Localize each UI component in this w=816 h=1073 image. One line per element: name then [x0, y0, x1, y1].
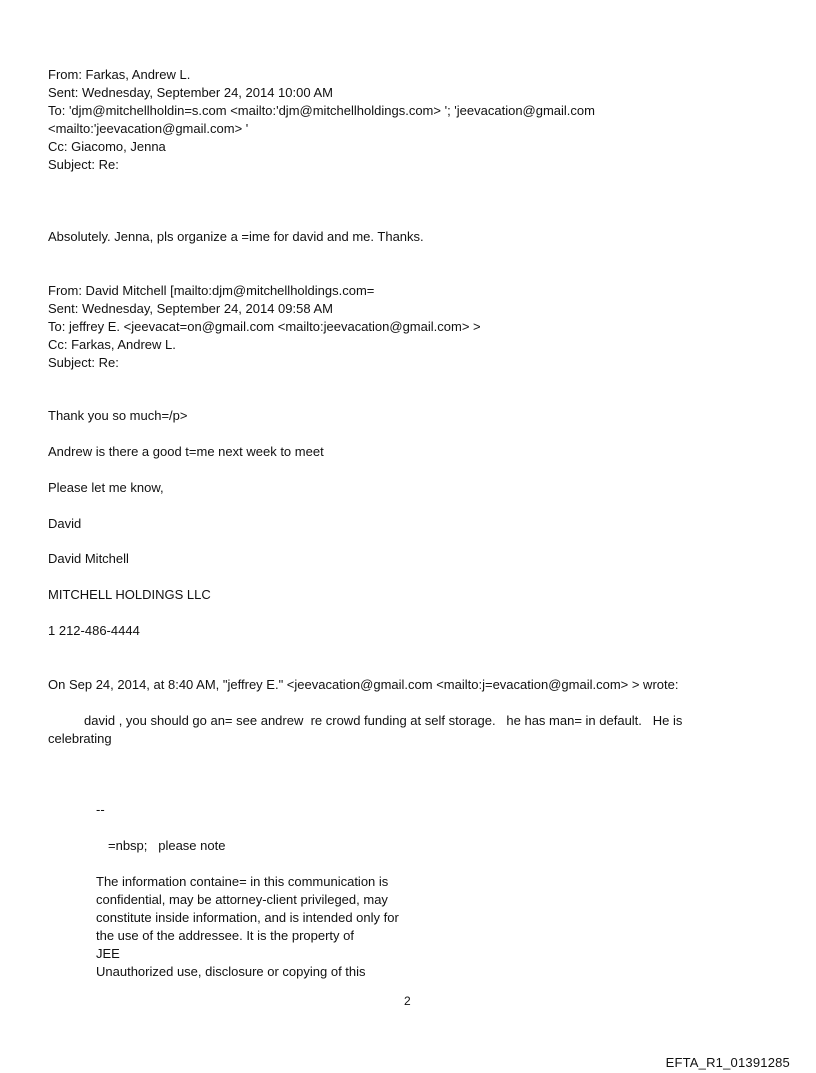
- email2-signoff: David: [48, 516, 82, 531]
- email1-to-continued: <mailto:'jeevacation@gmail.com> ': [48, 121, 249, 136]
- page-number: 2: [404, 994, 411, 1008]
- document-id: EFTA_R1_01391285: [665, 1055, 790, 1070]
- email1-from: From: Farkas, Andrew L.: [48, 67, 191, 82]
- email1-subject: Subject: Re:: [48, 157, 119, 172]
- email2-cc: Cc: Farkas, Andrew L.: [48, 337, 176, 352]
- email2-signature-name: David Mitchell: [48, 551, 129, 566]
- email1-cc: Cc: Giacomo, Jenna: [48, 139, 166, 154]
- email1-to: To: 'djm@mitchellholdin=s.com <mailto:'djm@mitchellholdings.com> '; 'jeevacation@gmail.com: [48, 103, 595, 118]
- disclaimer-line: constitute inside information, and is intended only for: [96, 910, 399, 925]
- disclaimer-line: JEE: [96, 946, 120, 961]
- email2-subject: Subject: Re:: [48, 355, 119, 370]
- disclaimer-line: confidential, may be attorney-client privileged, may: [96, 892, 388, 907]
- signature-separator: --: [96, 802, 105, 817]
- quoted-header: On Sep 24, 2014, at 8:40 AM, "jeffrey E." <jeevacation@gmail.com <mailto:j=evacation@gmail.com> > wrote:: [48, 677, 679, 692]
- email2-sent: Sent: Wednesday, September 24, 2014 09:58 AM: [48, 301, 333, 316]
- email1-body: Absolutely. Jenna, pls organize a =ime for david and me. Thanks.: [48, 229, 424, 244]
- email2-signature-company: MITCHELL HOLDINGS LLC: [48, 587, 211, 602]
- email2-body-line: Andrew is there a good t=me next week to meet: [48, 444, 324, 459]
- quoted-body-line: celebrating: [48, 731, 112, 746]
- disclaimer-line: The information containe= in this communication is: [96, 874, 389, 889]
- quoted-body-line: david , you should go an= see andrew re crowd funding at self storage. he has man= in default. He is: [84, 713, 683, 728]
- disclaimer-line: Unauthorized use, disclosure or copying of this: [96, 964, 366, 979]
- email1-sent: Sent: Wednesday, September 24, 2014 10:00 AM: [48, 85, 333, 100]
- email2-body-line: Thank you so much=/p>: [48, 408, 188, 423]
- signature-note: =nbsp; please note: [108, 838, 226, 853]
- email2-body-line: Please let me know,: [48, 480, 164, 495]
- disclaimer-line: the use of the addressee. It is the property of: [96, 928, 354, 943]
- email2-signature-phone: 1 212-486-4444: [48, 623, 140, 638]
- email2-from: From: David Mitchell [mailto:djm@mitchellholdings.com=: [48, 283, 375, 298]
- email2-to: To: jeffrey E. <jeevacat=on@gmail.com <mailto:jeevacation@gmail.com> >: [48, 319, 481, 334]
